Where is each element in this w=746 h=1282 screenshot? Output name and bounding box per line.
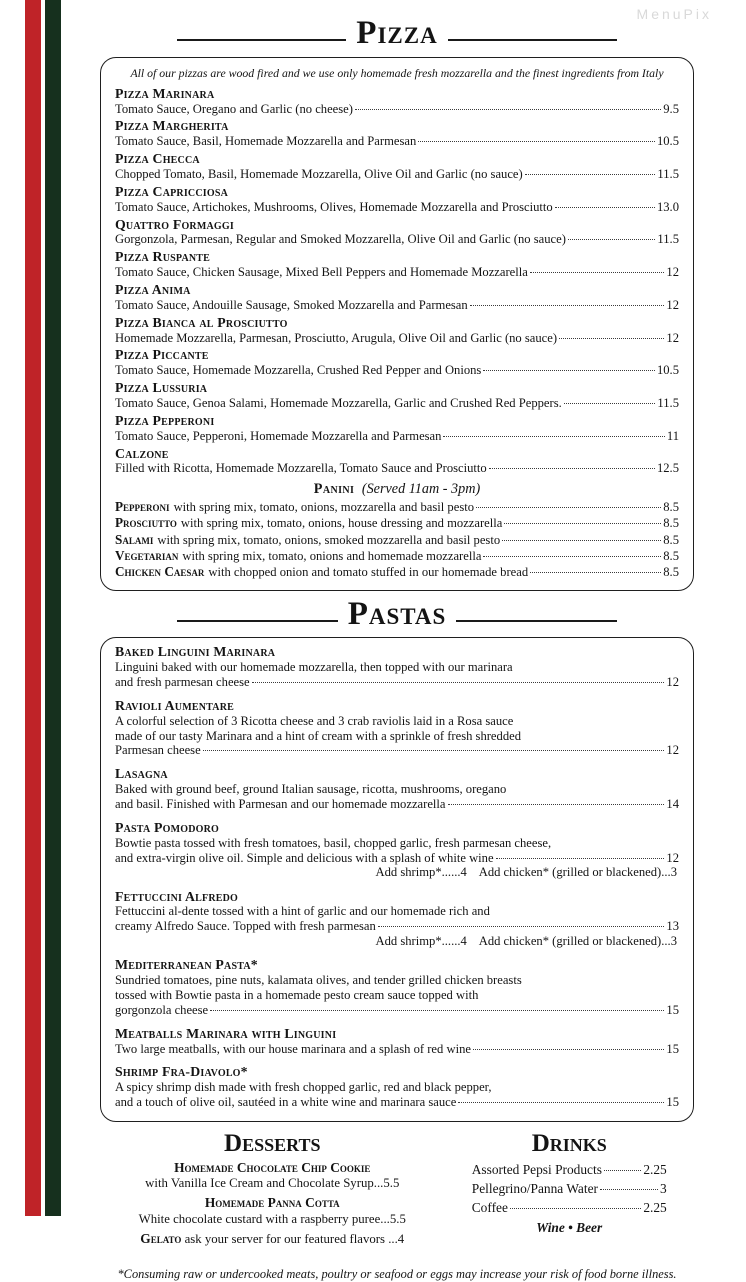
- wine-beer-label: Wine • Beer: [536, 1219, 603, 1235]
- menu-item-desc-lines: [115, 973, 679, 1003]
- menu-item: [115, 151, 679, 182]
- menu-item-price: 12: [666, 297, 679, 312]
- dessert-item: [100, 1231, 445, 1248]
- menu-item-desc-line: Fettuccini al-dente tossed with a hint of garlic and our homemade rich and: [115, 904, 490, 919]
- dotted-leader: [203, 750, 665, 751]
- drinks-title: Drinks: [531, 1130, 607, 1158]
- pizza-menu-box: [100, 57, 694, 591]
- panini-item-price: 8.5: [663, 499, 679, 514]
- menu-item-price: 11.5: [657, 232, 679, 247]
- menu-item-name: Pizza Margherita: [115, 118, 229, 134]
- menu-item-desc-line: Sundried tomatoes, pine nuts, kalamata olives, and tender grilled chicken breasts: [115, 973, 522, 988]
- menu-item-name: Pizza Anima: [115, 281, 191, 297]
- dotted-leader: [252, 682, 665, 683]
- dotted-leader: [210, 1010, 664, 1011]
- menu-item-price-line: [115, 331, 679, 346]
- menu-item-name: Pizza Ruspante: [115, 249, 211, 265]
- dotted-leader: [418, 141, 655, 142]
- menu-item: [115, 889, 679, 950]
- addons-line: Add shrimp*......4 Add chicken* (grilled or blackened)...3: [375, 934, 677, 949]
- pizza-note: All of our pizzas are wood fired and we use only homemade fresh mozzarella and the finest ingredients from Italy: [130, 65, 664, 80]
- panini-item-desc: with spring mix, tomato, onions, mozzarella and basil pesto: [173, 499, 475, 514]
- menu-item-name: Fettuccini Alfredo: [115, 888, 239, 904]
- menu-item-desc-line: Baked with ground beef, ground Italian sausage, ricotta, mushrooms, oregano: [115, 782, 507, 797]
- dotted-leader: [458, 1102, 664, 1103]
- menu-item-desc: and basil. Finished with Parmesan and our homemade mozzarella: [115, 797, 446, 812]
- panini-item: [115, 532, 679, 548]
- menu-item-price-line: [115, 919, 679, 934]
- panini-item-desc: with chopped onion and tomato stuffed in our homemade bread: [208, 565, 529, 580]
- dessert-item-inline: [100, 1231, 445, 1248]
- desserts-items-list: [100, 1160, 445, 1248]
- menu-item-price-line: [115, 851, 679, 866]
- dessert-item-name: Homemade Panna Cotta: [204, 1195, 340, 1211]
- drinks-items-list: [472, 1160, 667, 1218]
- dotted-leader: [525, 174, 656, 175]
- menu-item: [115, 86, 679, 117]
- left-red-stripe: [25, 0, 41, 1216]
- menu-item-price: 12: [666, 850, 679, 865]
- menu-item-name: Baked Linguini Marinara: [115, 644, 276, 660]
- menu-item-desc: creamy Alfredo Sauce. Topped with fresh parmesan: [115, 919, 376, 934]
- menu-item-price: 11: [666, 428, 679, 443]
- title-rule-right: [456, 620, 617, 622]
- panini-subtitle: (Served 11am - 3pm): [361, 481, 481, 498]
- menu-item-price: 11.5: [657, 395, 679, 410]
- menu-item-name: Pasta Pomodoro: [115, 819, 220, 835]
- dessert-item-inline-name: Gelato: [140, 1230, 182, 1246]
- menu-item-desc-line: A colorful selection of 3 Ricotta cheese and 3 crab raviolis laid in a Rosa sauce: [115, 713, 514, 728]
- menu-item-desc: Tomato Sauce, Oregano and Garlic (no cheese): [115, 101, 353, 116]
- menu-item: [115, 184, 679, 215]
- panini-item-name: Chicken Caesar: [115, 564, 205, 580]
- pizza-title-row: [177, 16, 617, 51]
- menu-item: [115, 446, 679, 477]
- menu-item: [115, 217, 679, 248]
- menu-item-name: Pizza Capricciosa: [115, 183, 229, 199]
- dotted-leader: [564, 403, 656, 404]
- menu-item-desc: Tomato Sauce, Homemade Mozzarella, Crushed Red Pepper and Onions: [115, 363, 482, 378]
- dessert-item-desc: White chocolate custard with a raspberry puree...5.5: [138, 1212, 406, 1226]
- menu-item-price: 12: [666, 265, 679, 280]
- dotted-leader: [559, 338, 664, 339]
- menu-item-price: 13.0: [656, 199, 679, 214]
- panini-items-list: [115, 499, 679, 581]
- menu-item-desc: Two large meatballs, with our house marinara and a splash of red wine: [115, 1041, 471, 1056]
- dessert-item: [100, 1160, 445, 1193]
- menu-item-desc-lines: [115, 904, 679, 919]
- menu-item-desc-line: made of our tasty Marinara and a hint of cream with a sprinkle of fresh shredded: [115, 728, 522, 743]
- dotted-leader: [496, 858, 665, 859]
- menu-item: [115, 957, 679, 1017]
- drink-item-price: 2.25: [643, 1200, 667, 1216]
- panini-header: [115, 482, 679, 498]
- dessert-item-name: Homemade Chocolate Chip Cookie: [174, 1159, 371, 1175]
- dotted-leader: [470, 305, 665, 306]
- panini-item-name: Vegetarian: [115, 547, 179, 563]
- menu-item-desc-line: tossed with Bowtie pasta in a homemade pesto cream sauce topped with: [115, 988, 479, 1002]
- dotted-leader: [378, 926, 665, 927]
- drinks-section: [445, 1130, 694, 1251]
- menu-item-name: Shrimp Fra-Diavolo*: [115, 1064, 248, 1080]
- menu-item-price-line: [115, 167, 679, 182]
- dotted-leader: [483, 556, 661, 557]
- menu-item-name: Lasagna: [115, 766, 168, 782]
- watermark: MenuPix: [636, 6, 712, 22]
- menu-item: [115, 315, 679, 346]
- menu-item: [115, 118, 679, 149]
- menu-item-desc: Chopped Tomato, Basil, Homemade Mozzarella, Olive Oil and Garlic (no sauce): [115, 166, 523, 181]
- drink-item-name: Coffee: [471, 1200, 508, 1216]
- pastas-menu-box: [100, 637, 694, 1122]
- menu-item-desc-lines: [115, 714, 679, 744]
- menu-item-price-line: [115, 396, 679, 411]
- menu-item-price: 11.5: [657, 166, 679, 181]
- menu-item-desc-lines: [115, 836, 679, 851]
- menu-item-name: Pizza Checca: [115, 151, 200, 167]
- menu-item: [115, 347, 679, 378]
- drink-item-price: 3: [660, 1180, 667, 1196]
- panini-item-name: Prosciutto: [115, 515, 177, 531]
- menu-item: [115, 820, 679, 881]
- menu-item: [115, 249, 679, 280]
- menu-item-name: Pizza Bianca al Prosciutto: [115, 314, 288, 330]
- dessert-item-desc: with Vanilla Ice Cream and Chocolate Syrup...5.5: [145, 1176, 400, 1191]
- drink-item: [472, 1179, 667, 1198]
- menu-item-price-line: [115, 134, 679, 149]
- panini-item-name: Pepperoni: [115, 498, 170, 514]
- panini-item-name: Salami: [115, 531, 154, 547]
- dotted-leader: [504, 523, 661, 524]
- panini-title: Panini: [313, 481, 355, 498]
- title-rule-left: [177, 39, 346, 41]
- panini-item-price: 8.5: [663, 565, 679, 580]
- menu-item-price-line: [115, 1003, 679, 1018]
- menu-item: [115, 698, 679, 758]
- menu-item-name: Pizza Piccante: [115, 347, 209, 363]
- menu-item-price: 12: [666, 675, 679, 690]
- menu-item-desc-line: Bowtie pasta tossed with fresh tomatoes, basil, chopped garlic, fresh parmesan cheese,: [115, 835, 552, 850]
- menu-item-name: Meatballs Marinara with Linguini: [115, 1025, 337, 1041]
- menu-item-desc-line: A spicy shrimp dish made with fresh chopped garlic, red and black pepper,: [115, 1080, 492, 1095]
- menu-item-name: Pizza Lussuria: [115, 380, 208, 396]
- panini-item-desc: with spring mix, tomato, onions, house dressing and mozzarella: [180, 516, 503, 531]
- menu-item-price-line: [115, 363, 679, 378]
- dotted-leader: [355, 109, 661, 110]
- pizza-items-list: [115, 86, 679, 477]
- dotted-leader: [604, 1170, 641, 1171]
- drink-item: [472, 1160, 667, 1179]
- dotted-leader: [473, 1049, 664, 1050]
- menu-item-desc-lines: [115, 1080, 679, 1095]
- dotted-leader: [600, 1189, 658, 1190]
- menu-item-price-line: [115, 200, 679, 215]
- menu-item-price: 10.5: [656, 363, 679, 378]
- drink-item-name: Assorted Pepsi Products: [471, 1161, 602, 1177]
- menu-item-price-line: [115, 1095, 679, 1110]
- panini-item-price: 8.5: [663, 532, 679, 547]
- menu-item-desc: Filled with Ricotta, Homemade Mozzarella, Tomato Sauce and Prosciutto: [115, 461, 487, 476]
- menu-item-price-line: [115, 298, 679, 313]
- menu-item: [115, 766, 679, 812]
- dotted-leader: [555, 207, 655, 208]
- menu-item-price-line: [115, 1042, 679, 1057]
- menu-item-desc: Tomato Sauce, Basil, Homemade Mozzarella and Parmesan: [115, 134, 417, 149]
- menu-item-desc: Tomato Sauce, Andouille Sausage, Smoked Mozzarella and Parmesan: [115, 297, 468, 312]
- panini-item: [115, 515, 679, 531]
- menu-item-name: Mediterranean Pasta*: [115, 957, 258, 973]
- menu-item-name: Pizza Marinara: [115, 85, 215, 101]
- dotted-leader: [448, 804, 665, 805]
- left-green-stripe: [45, 0, 61, 1216]
- menu-item-name: Ravioli Aumentare: [115, 697, 234, 713]
- panini-item-desc: with spring mix, tomato, onions, smoked mozzarella and basil pesto: [157, 532, 501, 547]
- menu-item-desc: Tomato Sauce, Genoa Salami, Homemade Mozzarella, Garlic and Crushed Red Peppers.: [115, 395, 562, 410]
- dotted-leader: [476, 507, 661, 508]
- menu-item-price: 9.5: [663, 101, 679, 116]
- menu-item-desc: Parmesan cheese: [115, 743, 201, 758]
- pizza-section-title: Pizza: [356, 15, 438, 51]
- dotted-leader: [568, 239, 656, 240]
- panini-item: [115, 548, 679, 564]
- title-rule-right: [448, 39, 617, 41]
- menu-item-price: 15: [666, 1041, 679, 1056]
- drink-item-price: 2.25: [643, 1161, 667, 1177]
- menu-item-price: 14: [666, 797, 679, 812]
- title-rule-left: [177, 620, 338, 622]
- dotted-leader: [483, 370, 655, 371]
- dotted-leader: [443, 436, 664, 437]
- menu-item-price: 12: [666, 743, 679, 758]
- menu-item: [115, 1064, 679, 1110]
- menu-content: [100, 16, 694, 1282]
- menu-item-desc: and a touch of olive oil, sautéed in a white wine and marinara sauce: [115, 1095, 457, 1110]
- menu-item-price-line: [115, 675, 679, 690]
- menu-item-price-line: [115, 429, 679, 444]
- menu-item-name: Quattro Formaggi: [115, 216, 234, 232]
- menu-item-price-line: [115, 232, 679, 247]
- menu-item-name: Calzone: [115, 445, 169, 461]
- menu-item-price-line: [115, 102, 679, 117]
- menu-item: [115, 282, 679, 313]
- panini-item-price: 8.5: [663, 516, 679, 531]
- menu-item-price: 10.5: [656, 134, 679, 149]
- menu-item: [115, 644, 679, 690]
- panini-item-desc: with spring mix, tomato, onions and homemade mozzarella: [182, 548, 482, 563]
- panini-item: [115, 499, 679, 515]
- panini-item-price: 8.5: [663, 548, 679, 563]
- menu-item-desc: Tomato Sauce, Chicken Sausage, Mixed Bell Peppers and Homemade Mozzarella: [115, 265, 528, 280]
- menu-item-desc: Tomato Sauce, Pepperoni, Homemade Mozzarella and Parmesan: [115, 428, 442, 443]
- addons-line: Add shrimp*......4 Add chicken* (grilled or blackened)...3: [375, 865, 677, 880]
- desserts-title: Desserts: [224, 1130, 321, 1158]
- bottom-row: [100, 1130, 694, 1251]
- menu-item: [115, 413, 679, 444]
- drink-item: [472, 1198, 667, 1217]
- panini-item: [115, 564, 679, 580]
- dotted-leader: [510, 1208, 641, 1209]
- menu-item-name: Pizza Pepperoni: [115, 412, 215, 428]
- dessert-item-inline-desc: ask your server for our featured flavors ...4: [184, 1231, 405, 1246]
- dotted-leader: [502, 540, 661, 541]
- menu-item-desc-lines: [115, 660, 679, 675]
- menu-item-price: 12: [666, 330, 679, 345]
- menu-item: [115, 380, 679, 411]
- menu-item-desc-line: Linguini baked with our homemade mozzarella, then topped with our marinara: [115, 660, 513, 675]
- dotted-leader: [530, 572, 661, 573]
- menu-item-price: 15: [666, 1095, 679, 1110]
- pastas-section-title: Pastas: [347, 595, 447, 632]
- footnote: *Consuming raw or undercooked meats, poultry or seafood or eggs may increase your risk of food borne illness.: [117, 1266, 677, 1281]
- menu-item-desc: Homemade Mozzarella, Parmesan, Prosciutto, Arugula, Olive Oil and Garlic (no sauce): [115, 330, 558, 345]
- menu-item-price-line: [115, 743, 679, 758]
- menu-item-price: 15: [666, 1002, 679, 1017]
- menu-item-desc: Gorgonzola, Parmesan, Regular and Smoked Mozzarella, Olive Oil and Garlic (no sauce): [115, 232, 566, 247]
- menu-item-price-line: [115, 461, 679, 476]
- menu-item-desc: Tomato Sauce, Artichokes, Mushrooms, Olives, Homemade Mozzarella and Prosciutto: [115, 199, 553, 214]
- dotted-leader: [530, 272, 665, 273]
- menu-item-desc: and extra-virgin olive oil. Simple and delicious with a splash of white wine: [115, 850, 494, 865]
- pastas-title-row: [177, 597, 617, 632]
- menu-item-desc: and fresh parmesan cheese: [115, 675, 250, 690]
- menu-item-desc: gorgonzola cheese: [115, 1002, 209, 1017]
- dotted-leader: [489, 468, 655, 469]
- menu-item-price-line: [115, 797, 679, 812]
- menu-item-price-line: [115, 265, 679, 280]
- menu-item: [115, 1026, 679, 1057]
- menu-item-price: 13: [666, 919, 679, 934]
- dessert-item: [100, 1195, 445, 1228]
- menu-item-price: 12.5: [656, 461, 679, 476]
- desserts-section: [100, 1130, 445, 1251]
- drink-item-name: Pellegrino/Panna Water: [471, 1180, 598, 1196]
- menu-item-desc-lines: [115, 782, 679, 797]
